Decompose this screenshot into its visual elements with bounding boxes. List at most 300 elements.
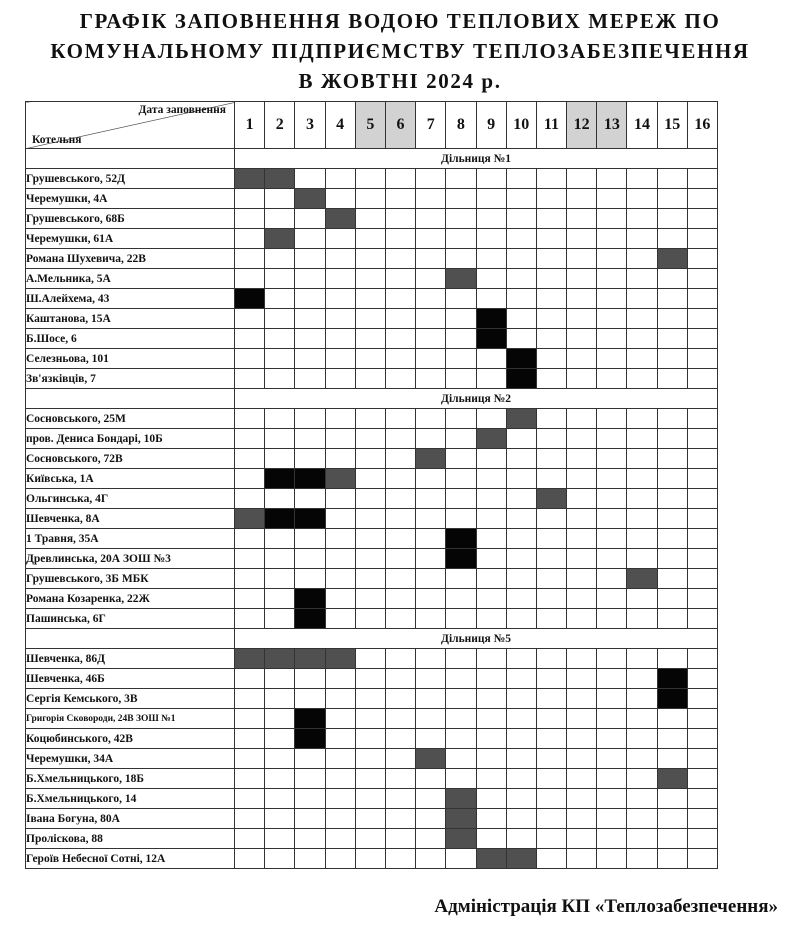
day-cell xyxy=(325,729,355,749)
day-cell xyxy=(687,689,717,709)
boiler-name: Б.Шосе, 6 xyxy=(26,329,235,349)
scheduled-day-cell xyxy=(295,709,325,729)
day-cell xyxy=(446,489,476,509)
day-cell xyxy=(597,429,627,449)
day-cell xyxy=(416,689,446,709)
day-cell xyxy=(235,689,265,709)
day-cell xyxy=(385,669,415,689)
scheduled-day-cell xyxy=(295,509,325,529)
day-cell xyxy=(627,369,657,389)
day-cell xyxy=(687,449,717,469)
scheduled-day-cell xyxy=(476,329,506,349)
day-cell xyxy=(265,589,295,609)
day-cell xyxy=(325,249,355,269)
day-cell xyxy=(476,809,506,829)
day-cell xyxy=(416,369,446,389)
day-cell xyxy=(416,249,446,269)
day-cell xyxy=(506,749,536,769)
day-cell xyxy=(506,549,536,569)
day-cell xyxy=(687,709,717,729)
day-cell xyxy=(295,429,325,449)
day-cell xyxy=(446,649,476,669)
day-cell xyxy=(536,689,566,709)
day-cell xyxy=(687,469,717,489)
day-cell xyxy=(627,649,657,669)
day-cell xyxy=(416,549,446,569)
day-cell xyxy=(446,709,476,729)
day-cell xyxy=(325,309,355,329)
day-cell xyxy=(536,769,566,789)
document-title xyxy=(0,6,800,96)
day-cell xyxy=(506,469,536,489)
day-cell xyxy=(567,689,597,709)
day-cell xyxy=(416,849,446,869)
day-cell xyxy=(265,549,295,569)
day-cell xyxy=(325,289,355,309)
day-cell xyxy=(506,229,536,249)
day-cell xyxy=(385,429,415,449)
scheduled-day-cell xyxy=(416,749,446,769)
day-header-15: 15 xyxy=(657,102,687,149)
day-cell xyxy=(687,269,717,289)
day-cell xyxy=(597,529,627,549)
day-header-5: 5 xyxy=(355,102,385,149)
day-cell xyxy=(355,589,385,609)
scheduled-day-cell xyxy=(446,549,476,569)
day-cell xyxy=(597,289,627,309)
day-cell xyxy=(476,749,506,769)
day-cell xyxy=(657,529,687,549)
day-cell xyxy=(597,509,627,529)
day-cell xyxy=(446,769,476,789)
day-cell xyxy=(687,849,717,869)
day-cell xyxy=(657,409,687,429)
day-cell xyxy=(295,529,325,549)
day-cell xyxy=(597,549,627,569)
day-cell xyxy=(567,289,597,309)
day-cell xyxy=(476,169,506,189)
day-cell xyxy=(567,649,597,669)
day-cell xyxy=(265,349,295,369)
day-cell xyxy=(536,709,566,729)
day-cell xyxy=(506,769,536,789)
day-cell xyxy=(597,569,627,589)
day-cell xyxy=(355,729,385,749)
day-cell xyxy=(355,689,385,709)
day-cell xyxy=(265,449,295,469)
boiler-name: Київська, 1А xyxy=(26,469,235,489)
scheduled-day-cell xyxy=(657,769,687,789)
table-row xyxy=(26,209,718,229)
day-cell xyxy=(627,449,657,469)
day-cell xyxy=(506,329,536,349)
scheduled-day-cell xyxy=(506,349,536,369)
day-cell xyxy=(627,229,657,249)
day-cell xyxy=(355,289,385,309)
day-cell xyxy=(567,569,597,589)
day-cell xyxy=(657,189,687,209)
table-row xyxy=(26,789,718,809)
day-cell xyxy=(325,329,355,349)
day-cell xyxy=(385,349,415,369)
day-cell xyxy=(536,469,566,489)
day-cell xyxy=(235,309,265,329)
day-cell xyxy=(687,229,717,249)
day-cell xyxy=(567,409,597,429)
day-cell xyxy=(536,249,566,269)
day-cell xyxy=(567,249,597,269)
day-cell xyxy=(385,249,415,269)
day-cell xyxy=(657,789,687,809)
day-cell xyxy=(385,169,415,189)
day-cell xyxy=(597,669,627,689)
table-row xyxy=(26,829,718,849)
day-cell xyxy=(627,849,657,869)
day-cell xyxy=(235,669,265,689)
day-cell xyxy=(536,289,566,309)
day-cell xyxy=(536,569,566,589)
day-cell xyxy=(385,189,415,209)
day-cell xyxy=(295,309,325,329)
day-cell xyxy=(385,729,415,749)
day-cell xyxy=(476,769,506,789)
day-header-3: 3 xyxy=(295,102,325,149)
day-cell xyxy=(687,429,717,449)
scheduled-day-cell xyxy=(295,589,325,609)
table-row xyxy=(26,409,718,429)
day-cell xyxy=(235,229,265,249)
day-cell xyxy=(567,329,597,349)
day-cell xyxy=(627,789,657,809)
day-cell xyxy=(536,349,566,369)
scheduled-day-cell xyxy=(235,169,265,189)
day-cell xyxy=(416,569,446,589)
day-cell xyxy=(416,489,446,509)
day-cell xyxy=(506,449,536,469)
boiler-name: Сергія Кемського, 3В xyxy=(26,689,235,709)
header-boiler-label: Котельня xyxy=(32,134,82,146)
day-cell xyxy=(567,509,597,529)
day-cell xyxy=(295,229,325,249)
table-row xyxy=(26,469,718,489)
day-cell xyxy=(325,789,355,809)
day-cell xyxy=(416,829,446,849)
boiler-name: Пашинська, 6Г xyxy=(26,609,235,629)
day-cell xyxy=(627,309,657,329)
day-cell xyxy=(265,429,295,449)
day-cell xyxy=(295,269,325,289)
day-cell xyxy=(325,369,355,389)
table-row xyxy=(26,369,718,389)
day-cell xyxy=(687,749,717,769)
day-cell xyxy=(355,169,385,189)
day-header-10: 10 xyxy=(506,102,536,149)
day-cell xyxy=(627,169,657,189)
day-cell xyxy=(597,489,627,509)
day-cell xyxy=(385,749,415,769)
day-cell xyxy=(567,729,597,749)
day-cell xyxy=(657,649,687,669)
boiler-name: пров. Дениса Бондарі, 10Б xyxy=(26,429,235,449)
day-cell xyxy=(506,669,536,689)
day-cell xyxy=(476,489,506,509)
day-cell xyxy=(295,249,325,269)
scheduled-day-cell xyxy=(295,609,325,629)
day-cell xyxy=(416,509,446,529)
day-cell xyxy=(506,589,536,609)
table-row xyxy=(26,609,718,629)
day-cell xyxy=(446,349,476,369)
day-cell xyxy=(597,729,627,749)
day-cell xyxy=(567,849,597,869)
day-cell xyxy=(687,249,717,269)
day-cell xyxy=(506,729,536,749)
day-cell xyxy=(657,229,687,249)
day-cell xyxy=(325,849,355,869)
boiler-name: Коцюбинського, 42В xyxy=(26,729,235,749)
boiler-name: Селезньова, 101 xyxy=(26,349,235,369)
day-cell xyxy=(235,449,265,469)
day-cell xyxy=(567,209,597,229)
day-cell xyxy=(416,349,446,369)
day-cell xyxy=(446,229,476,249)
schedule-table xyxy=(25,101,718,869)
day-cell xyxy=(265,689,295,709)
day-cell xyxy=(627,609,657,629)
day-cell xyxy=(597,789,627,809)
day-cell xyxy=(235,549,265,569)
day-cell xyxy=(627,729,657,749)
scheduled-day-cell xyxy=(446,809,476,829)
day-cell xyxy=(416,309,446,329)
day-cell xyxy=(657,509,687,529)
scheduled-day-cell xyxy=(325,469,355,489)
boiler-name: Черемушки, 61А xyxy=(26,229,235,249)
header-corner xyxy=(26,102,235,149)
day-cell xyxy=(597,609,627,629)
day-cell xyxy=(385,269,415,289)
day-cell xyxy=(416,789,446,809)
day-cell xyxy=(235,609,265,629)
day-cell xyxy=(325,809,355,829)
day-cell xyxy=(235,209,265,229)
day-cell xyxy=(597,409,627,429)
day-cell xyxy=(416,269,446,289)
day-cell xyxy=(385,569,415,589)
section-label: Дільниця №1 xyxy=(235,149,718,169)
day-cell xyxy=(567,189,597,209)
day-cell xyxy=(536,529,566,549)
day-cell xyxy=(385,209,415,229)
table-row xyxy=(26,529,718,549)
day-cell xyxy=(536,849,566,869)
day-cell xyxy=(416,469,446,489)
day-cell xyxy=(627,589,657,609)
day-cell xyxy=(687,189,717,209)
day-cell xyxy=(597,229,627,249)
day-cell xyxy=(506,189,536,209)
day-cell xyxy=(416,649,446,669)
day-cell xyxy=(567,489,597,509)
boiler-name: Каштанова, 15А xyxy=(26,309,235,329)
day-cell xyxy=(597,249,627,269)
day-cell xyxy=(385,849,415,869)
day-cell xyxy=(597,709,627,729)
day-cell xyxy=(416,669,446,689)
day-cell xyxy=(627,429,657,449)
scheduled-day-cell xyxy=(476,309,506,329)
day-cell xyxy=(536,369,566,389)
day-cell xyxy=(416,529,446,549)
section-row xyxy=(26,629,718,649)
day-cell xyxy=(325,269,355,289)
day-cell xyxy=(657,429,687,449)
day-cell xyxy=(627,289,657,309)
scheduled-day-cell xyxy=(295,469,325,489)
day-cell xyxy=(657,449,687,469)
day-cell xyxy=(597,749,627,769)
day-cell xyxy=(416,229,446,249)
day-cell xyxy=(536,209,566,229)
day-cell xyxy=(536,829,566,849)
day-cell xyxy=(235,589,265,609)
day-cell xyxy=(355,269,385,289)
day-cell xyxy=(476,229,506,249)
day-header-8: 8 xyxy=(446,102,476,149)
day-cell xyxy=(687,729,717,749)
day-cell xyxy=(536,429,566,449)
day-cell xyxy=(265,529,295,549)
day-cell xyxy=(235,529,265,549)
table-row xyxy=(26,229,718,249)
scheduled-day-cell xyxy=(446,269,476,289)
title-line-2: КОМУНАЛЬНОМУ ПІДПРИЄМСТВУ ТЕПЛОЗАБЕЗПЕЧЕННЯ xyxy=(50,39,750,63)
day-cell xyxy=(265,769,295,789)
day-cell xyxy=(687,489,717,509)
day-cell xyxy=(506,429,536,449)
day-header-11: 11 xyxy=(536,102,566,149)
day-cell xyxy=(476,689,506,709)
footer-signature: Адміністрація КП «Теплозабезпечення» xyxy=(434,896,778,917)
table-row xyxy=(26,449,718,469)
day-cell xyxy=(265,749,295,769)
day-cell xyxy=(597,169,627,189)
day-cell xyxy=(446,169,476,189)
day-cell xyxy=(597,269,627,289)
day-cell xyxy=(325,349,355,369)
day-cell xyxy=(265,849,295,869)
day-cell xyxy=(657,349,687,369)
day-cell xyxy=(295,669,325,689)
day-cell xyxy=(687,549,717,569)
day-cell xyxy=(265,409,295,429)
day-cell xyxy=(265,309,295,329)
scheduled-day-cell xyxy=(295,649,325,669)
day-cell xyxy=(235,329,265,349)
day-cell xyxy=(597,769,627,789)
day-cell xyxy=(657,329,687,349)
day-cell xyxy=(627,269,657,289)
day-cell xyxy=(657,749,687,769)
day-cell xyxy=(355,669,385,689)
day-cell xyxy=(627,689,657,709)
table-row xyxy=(26,649,718,669)
day-cell xyxy=(476,349,506,369)
day-header-14: 14 xyxy=(627,102,657,149)
day-cell xyxy=(416,209,446,229)
day-cell xyxy=(385,509,415,529)
table-row xyxy=(26,769,718,789)
scheduled-day-cell xyxy=(265,229,295,249)
day-cell xyxy=(476,469,506,489)
day-cell xyxy=(235,249,265,269)
day-cell xyxy=(265,709,295,729)
scheduled-day-cell xyxy=(506,369,536,389)
day-cell xyxy=(325,169,355,189)
day-cell xyxy=(446,369,476,389)
day-cell xyxy=(687,669,717,689)
day-cell xyxy=(446,429,476,449)
day-cell xyxy=(506,269,536,289)
day-cell xyxy=(235,709,265,729)
day-cell xyxy=(476,729,506,749)
day-cell xyxy=(385,309,415,329)
day-cell xyxy=(295,829,325,849)
day-cell xyxy=(536,729,566,749)
table-row xyxy=(26,489,718,509)
day-cell xyxy=(385,549,415,569)
day-cell xyxy=(355,709,385,729)
day-cell xyxy=(506,249,536,269)
day-cell xyxy=(597,829,627,849)
day-cell xyxy=(385,589,415,609)
day-cell xyxy=(506,829,536,849)
day-cell xyxy=(657,369,687,389)
day-cell xyxy=(536,329,566,349)
day-cell xyxy=(295,549,325,569)
day-cell xyxy=(597,809,627,829)
day-cell xyxy=(325,689,355,709)
day-cell xyxy=(657,469,687,489)
day-cell xyxy=(657,809,687,829)
day-cell xyxy=(567,749,597,769)
day-cell xyxy=(235,749,265,769)
day-cell xyxy=(295,749,325,769)
day-cell xyxy=(355,329,385,349)
day-cell xyxy=(506,209,536,229)
day-cell xyxy=(265,289,295,309)
day-cell xyxy=(627,189,657,209)
day-cell xyxy=(567,609,597,629)
boiler-name: Сосновського, 25М xyxy=(26,409,235,429)
day-cell xyxy=(476,409,506,429)
day-cell xyxy=(657,209,687,229)
table-row xyxy=(26,549,718,569)
day-cell xyxy=(627,809,657,829)
day-cell xyxy=(385,449,415,469)
day-cell xyxy=(687,829,717,849)
table-row xyxy=(26,169,718,189)
day-cell xyxy=(687,649,717,669)
day-cell xyxy=(235,769,265,789)
day-cell xyxy=(627,329,657,349)
day-cell xyxy=(385,409,415,429)
day-cell xyxy=(446,209,476,229)
table-row xyxy=(26,349,718,369)
day-cell xyxy=(597,469,627,489)
day-cell xyxy=(687,609,717,629)
day-cell xyxy=(536,409,566,429)
